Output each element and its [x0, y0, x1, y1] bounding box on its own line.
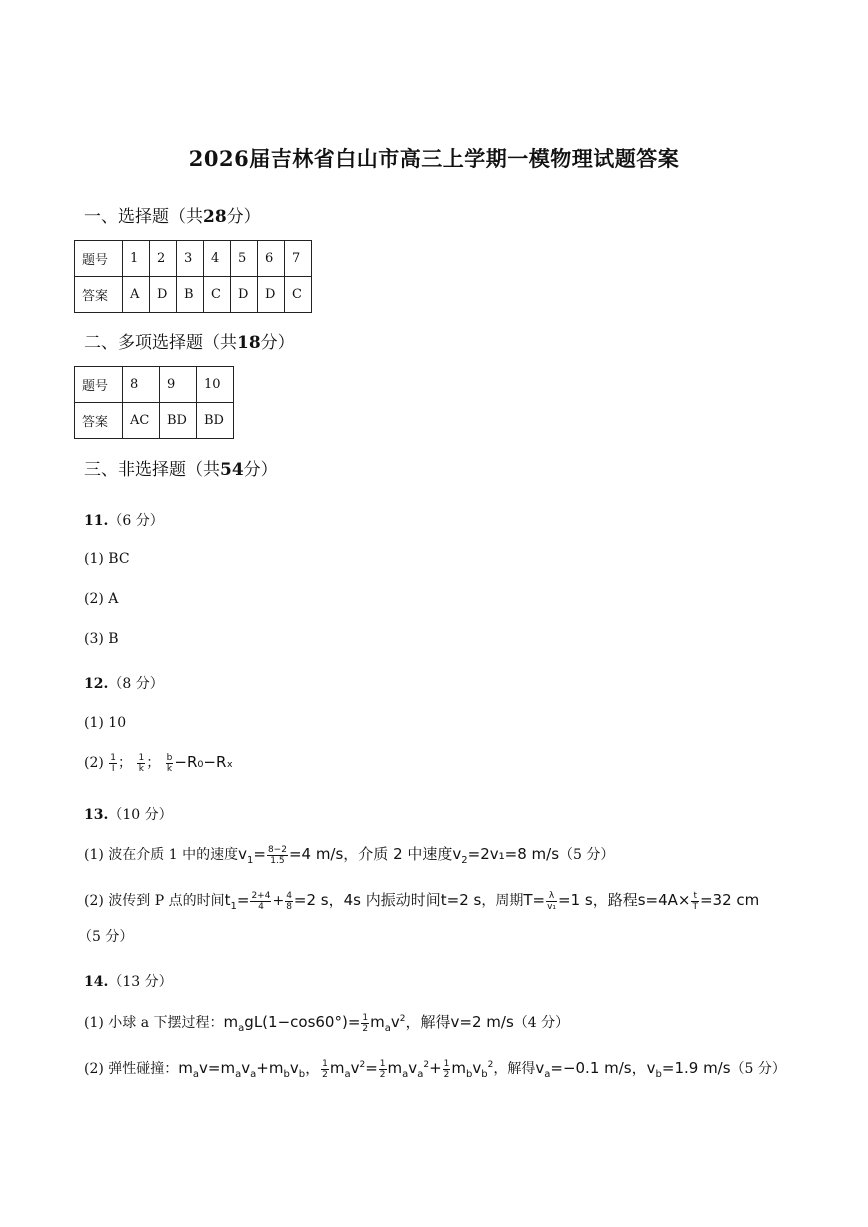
answer-cell: A: [123, 277, 150, 313]
answer-cell: D: [258, 277, 285, 313]
page-title: 2026届吉林省白山市高三上学期一模物理试题答案: [188, 146, 680, 171]
question-number: 10: [197, 367, 234, 403]
q14-answer-2: (2) 弹性碰撞：$m_av=m_av_a+m_bv_b$， $\frac{1}{2}$ $m_av^2=$ $\frac{1}{2}$ $m_av_a^2+$ $\frac{1}{2}$ $m_bv_b^2$，解得$v_a=-0.1$ m/s，$v_b=1.9$ m/s（5 分）: [84, 1058, 786, 1080]
answer-cell: B: [177, 277, 204, 313]
fraction: $\frac{b}{k}$: [166, 752, 173, 774]
fraction: $\frac{t}{T}$: [692, 890, 698, 912]
table-row-numbers: [75, 367, 234, 403]
table-row-answers: [75, 403, 234, 439]
question-number: 2: [150, 241, 177, 277]
fraction: $\frac{1}{I}$: [110, 752, 117, 774]
table-row-numbers: [75, 241, 312, 277]
answer-cell: C: [285, 277, 312, 313]
answer-cell: BD: [197, 403, 234, 439]
section-3-heading: 三、非选择题（共54分）: [84, 460, 278, 480]
row-label: 题号: [75, 241, 123, 277]
fraction: $\frac{1}{2}$: [322, 1058, 328, 1080]
row-label: 答案: [75, 403, 123, 439]
answer-cell: C: [204, 277, 231, 313]
fraction: $\frac{1}{2}$: [443, 1058, 450, 1080]
q14-heading: 14.（13 分）: [84, 974, 173, 990]
question-number: 8: [123, 367, 160, 403]
fraction: $\frac{\lambda}{\text{v₁}}$: [547, 890, 556, 912]
answer-cell: AC: [123, 403, 160, 439]
q13-answer-1: (1) 波在介质 1 中的速度$v_1=$ $\frac{8-2}{1.5}$ =4 m/s，介质 2 中速度$v_2=2v_1=8$ m/s（5 分）: [84, 844, 615, 866]
table-row-answers: [75, 277, 312, 313]
question-number: 9: [160, 367, 197, 403]
row-label: 答案: [75, 277, 123, 313]
q11-answer-2: (2) A: [84, 591, 119, 607]
question-number: 5: [231, 241, 258, 277]
question-number: 1: [123, 241, 150, 277]
answer-cell: D: [150, 277, 177, 313]
multi-choice-answer-table: [74, 366, 234, 439]
fraction: $\frac{4}{8}$: [286, 890, 292, 912]
question-number: 4: [204, 241, 231, 277]
fraction: $\frac{1}{k}$: [138, 752, 145, 774]
q11-answer-1: (1) BC: [84, 551, 130, 567]
section-1-heading: 一、选择题（共28分）: [84, 207, 261, 227]
q12-heading: 12.（8 分）: [84, 676, 164, 692]
q13-answer-2-score: （5 分）: [78, 929, 134, 945]
question-number: 3: [177, 241, 204, 277]
q12-answer-2: (2) $\frac{1}{I}$ ； $\frac{1}{k}$ ； $\frac{b}{k}$ −R₀−Rₓ: [84, 752, 234, 774]
q12-answer-1: (1) 10: [84, 715, 127, 731]
question-number: 7: [285, 241, 312, 277]
answer-cell: D: [231, 277, 258, 313]
fraction: $\frac{1}{2}$: [379, 1058, 386, 1080]
q13-answer-2: (2) 波传到 P 点的时间$t_1=$ $\frac{2+4}{4}$ + $\frac{4}{8}$ =2 s，4s 内振动时间t=2 s，周期T= $\frac{\lambda}{\text{v₁}}$ =1 s，路程s=4A× $\frac{t}{T}$ =32 cm: [84, 890, 760, 912]
q11-heading: 11.（6 分）: [84, 513, 164, 529]
q14-answer-1: (1) 小球 a 下摆过程：$m_agL(1-\cos 60^\circ)=$ $\frac{1}{2}$ $m_av^2$，解得v=2 m/s（4 分）: [84, 1012, 570, 1034]
fraction: $\frac{8-2}{1.5}$: [267, 844, 287, 866]
section-2-heading: 二、多项选择题（共18分）: [84, 333, 295, 353]
choice-answer-table: [74, 240, 312, 313]
row-label: 题号: [75, 367, 123, 403]
fraction: $\frac{2+4}{4}$: [251, 890, 271, 912]
fraction: $\frac{1}{2}$: [362, 1012, 369, 1034]
q13-heading: 13.（10 分）: [84, 807, 173, 823]
answer-cell: BD: [160, 403, 197, 439]
q11-answer-3: (3) B: [84, 631, 119, 647]
question-number: 6: [258, 241, 285, 277]
